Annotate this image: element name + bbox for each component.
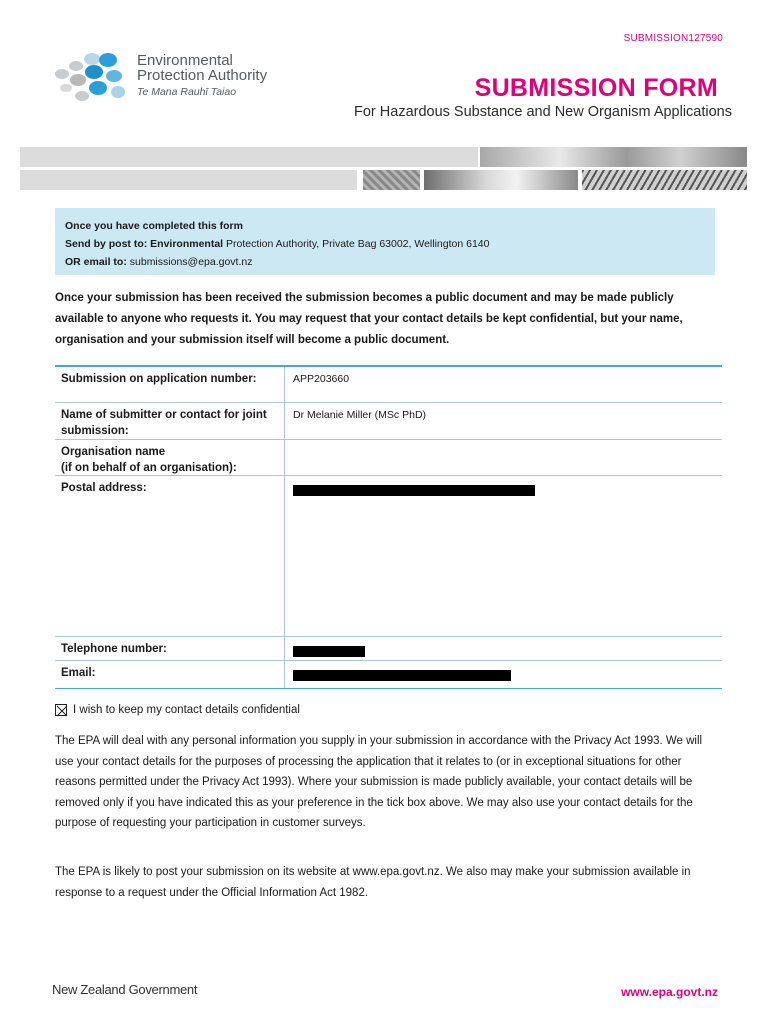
post-label: Send by post to: Environmental	[65, 238, 224, 250]
telephone-row	[55, 637, 722, 661]
logo-line-2: Protection Authority	[137, 67, 268, 84]
postal-field[interactable]	[284, 476, 722, 636]
form-subtitle: For Hazardous Substance and New Organism Applications	[354, 104, 732, 120]
checked-x-icon	[56, 705, 68, 717]
postal-label: Postal address:	[61, 482, 147, 494]
organisation-field[interactable]	[284, 440, 722, 475]
logo-line-3: Te Mana Rauhī Taiao	[137, 86, 237, 98]
submitter-field[interactable]: Dr Melanie Miller (MSc PhD)	[284, 403, 722, 439]
submission-id: SUBMISSION127590	[623, 33, 723, 44]
epa-website-link[interactable]: www.epa.govt.nz	[621, 985, 718, 999]
application-row	[55, 367, 722, 403]
email-row	[55, 661, 722, 689]
epa-logo	[52, 50, 302, 106]
organisation-label-line-2: (if on behalf of an organisation):	[61, 462, 237, 474]
privacy-paragraph: The EPA will deal with any personal information you supply in your submission in accordance with the Privacy Act 1993. We will use your contact details for the purposes of processing the application that it relates to (or in exceptional situations for other reasons permitted under the Privacy Act 1993). Where your submission is made publicly available, your contact details will be removed only if you have indicated this as your preference in the tick box above. We may also use your contact details for the purpose of requesting your participation in customer surveys.	[55, 735, 703, 830]
organisation-row	[55, 440, 722, 476]
confidential-checkbox[interactable]	[55, 704, 67, 716]
postal-row	[55, 476, 722, 637]
submitter-details-table	[55, 365, 722, 689]
telephone-label: Telephone number:	[61, 643, 167, 655]
nz-government-logo: New Zealand Government	[52, 982, 198, 997]
redacted-telephone	[293, 646, 365, 657]
post-address: Protection Authority, Private Bag 63002, Wellington 6140	[223, 238, 490, 250]
public-document-notice: Once your submission has been received the submission becomes a public document and may be made publicly available to anyone who requests it. You may request that your contact details be kept confidential, but your name, organisation and your submission itself will become a public document.	[55, 292, 683, 346]
epa-dots-logo-icon	[52, 50, 132, 106]
email-label: OR email to:	[65, 256, 127, 268]
application-label: Submission on application number:	[61, 373, 257, 385]
application-field[interactable]: APP203660	[284, 367, 722, 402]
redacted-email	[293, 670, 511, 681]
submission-instructions	[55, 208, 715, 275]
email-field[interactable]	[284, 661, 722, 688]
submitter-row	[55, 403, 722, 440]
submissions-email: submissions@epa.govt.nz	[126, 256, 253, 268]
organisation-label	[55, 440, 284, 475]
organisation-label-line-1: Organisation name	[61, 446, 166, 458]
confidential-label: I wish to keep my contact details confidential	[73, 704, 300, 716]
publication-paragraph: The EPA is likely to post your submission on its website at www.epa.govt.nz. We also may make your submission available in response to a request under the Official Information Act 1982.	[55, 866, 691, 899]
confidential-option	[55, 704, 300, 716]
email-label-cell: Email:	[61, 667, 96, 679]
instructions-heading: Once you have completed this form	[65, 220, 243, 232]
decorative-band-top	[20, 147, 747, 167]
logo-line-1: Environmental	[137, 52, 233, 69]
decorative-band-bottom	[20, 170, 747, 190]
redacted-postal-address	[293, 485, 535, 496]
telephone-field[interactable]	[284, 637, 722, 660]
submitter-label: Name of submitter or contact for joint submission:	[61, 409, 267, 437]
form-title: SUBMISSION FORM	[474, 74, 718, 102]
